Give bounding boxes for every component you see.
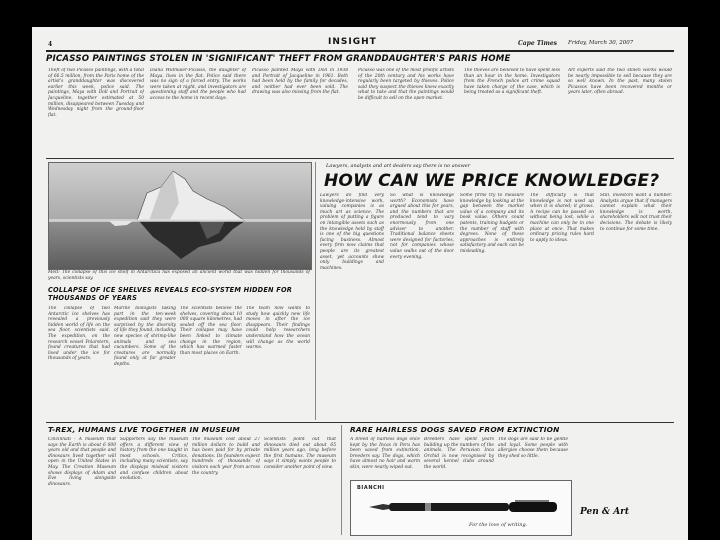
ice-column-4: The team now wants to study how quickly new life moves in after the ice disappears. Their findings could help researchers understand how the ocean will change as the world warms. [246,306,310,351]
picasso-column-2: Diana Widmaier-Picasso, the daughter of Maya, lives in the flat. Police said there was no sign of a forced entry. The works were taken at night, and investigators are questioning staff and the people who had access to the home in recent days. [150,68,246,101]
iceberg-photo [48,162,312,270]
dogs-column-2: Breeders have spent years building up the numbers of the animals. The Peruvian Inca Orchid is now recognised by several kennel clubs around the world. [424,437,494,470]
knowledge-column-1: Lawyers do find very knowledge-intensive work, valuing companies is as much art as science. The problem of putting a figure on intangible assets such as the knowledge held by staff is one of the big questions facing business. Almost every firm now claims that people are its greatest asset, yet accounts show only buildings and machines. [320,193,384,271]
column-divider [315,162,316,420]
iceberg-illustration [49,163,311,269]
dogs-column-1: A breed of hairless dogs once kept by the Incas in Peru has been saved from extinction, breeders say. The dogs, which have almost no hair and warm skin, were nearly wiped out. [350,437,420,470]
trex-headline: T-REX, HUMANS LIVE TOGETHER IN MUSEUM [48,425,240,434]
lower-section-rule [46,422,674,423]
picasso-column-1: Theft of two Picasso paintings, with a total of 66.5 million, from the Paris home of the artist's granddaughter was discovered earlier this week, police said. The paintings, Maya with Doll and Portrait of Jacqueline, together estimated at 50 million, disappeared between Tuesday and Wednesday night from the ground-floor flat. [48,68,144,118]
trex-column-3: The museum cost about 27 million dollars to build and has been paid for by private donations. Its founders expect hundreds of thousands of visitors each year from across the country. [192,437,260,476]
picasso-bottom-rule [46,158,674,159]
trex-column-4: Scientists point out that dinosaurs died out about 65 million years ago, long before the first humans. The museum says it simply wants people to consider another point of view. [264,437,336,470]
trex-column-2: Supporters say the museum offers a different view of history from the one taught in most schools. Critics, including many scientists, say the displays mislead visitors and confuse children about evolution. [120,437,188,482]
trex-column-1: Cincinnati - A museum that says the Earth is about 6 000 years old and that people and dinosaurs lived together will open in the United States in May. The Creation Museum shows displays of Adam and Eve living alongside dinosaurs. [48,437,116,487]
paper-name: Cape Times [518,40,558,47]
advert-brand: Pen & Art [580,507,630,517]
page-number: 4 [48,41,53,48]
ice-column-3: The scientists believe the shelves, covering about 10 000 square kilometres, had sealed off the sea floor. Their collapse may have been linked to climate change in the region, which has warmed faster than most places on Earth. [180,306,242,356]
issue-date: Friday, March 30, 2007 [568,40,634,46]
pen-icon [365,495,565,519]
iceberg-caption: Melt: The collapse of this ice shelf in Antarctica has exposed an ancient world that was hidden for thousands of years, scientists say. [48,270,310,281]
picasso-column-4: Picasso was one of the most prolific artists of the 20th century and his works have regularly been targeted by thieves. Police said they suspect the thieves knew exactly what to take and that the paintings would be difficult to sell on the open market. [358,68,454,101]
knowledge-column-5: Still, investors want a number. Analysts argue that if managers cannot explain what their knowledge is worth, shareholders will not trust their decisions. The debate is likely to continue for some time. [600,193,672,232]
advert-tagline: For the love of writing. [469,522,528,528]
masthead-rule [46,50,674,52]
advert-logo: BIANCHI [357,485,385,491]
picasso-column-3: Picasso painted Maya with Doll in 1938 and Portrait of Jacqueline in 1961. Both had been held by the family for decades, and neither had ever been sold. The drawing was also missing from the flat. [252,68,348,96]
pen-advert [350,480,572,536]
knowledge-column-3: Some firms try to measure knowledge by looking at the gap between the market value of a company and its book value. Others count patents, training budgets or the number of staff with degrees. None of these approaches is entirely satisfactory and each can be misleading. [460,193,524,254]
newspaper-page [32,27,688,540]
knowledge-column-2: So what is knowledge worth? Economists have argued about this for years, and the numbers that are produced tend to vary enormously from one adviser to another. Traditional balance sheets were designed for factories, not for companies whose value walks out of the door every evening. [390,193,454,260]
dogs-column-3: The dogs are said to be gentle and loyal. Some people with allergies choose them because they shed so little. [498,437,568,459]
picasso-column-5: The thieves are believed to have spent less than an hour in the home. Investigators from the French police art crime squad have taken charge of the case, which is being treated as a significant theft. [464,68,560,96]
knowledge-headline: HOW CAN WE PRICE KNOWLEDGE? [324,171,660,191]
ice-headline: COLLAPSE OF ICE SHELVES REVEALS ECO-SYSTEM HIDDEN FOR THOUSANDS OF YEARS [48,286,293,302]
knowledge-kicker: Lawyers, analysts and art dealers say there is no answer [326,163,471,169]
ice-column-1: The collapse of two Antarctic ice shelves has revealed a previously hidden world of life on the sea floor, scientists said. The expedition, on the research vessel Polarstern, found creatures that had lived under the ice for thousands of years. [48,306,110,362]
picasso-column-6: Art experts said the two stolen works would be nearly impossible to sell because they are so well known. In the past, many stolen Picassos have been recovered months or years later, often abroad. [568,68,672,96]
knowledge-column-4: The difficulty is that knowledge is not used up when it is shared; it grows. A recipe can be passed on without being lost, while a machine can only be in one place at once. That makes ordinary pricing rules hard to apply to ideas. [530,193,594,243]
section-title: INSIGHT [328,37,377,47]
lower-column-divider [341,425,342,535]
ice-column-2: Marine biologists taking part in the ten-week expedition said they were surprised by the diversity of life they found, including new species of shrimp-like animals and sea cucumbers. Some of the creatures are normally found only at far greater depths. [114,306,176,367]
picasso-headline: PICASSO PAINTINGS STOLEN IN 'SIGNIFICANT' THEFT FROM GRANDDAUGHTER'S PARIS HOME [46,54,511,64]
dogs-headline: RARE HAIRLESS DOGS SAVED FROM EXTINCTION [350,425,560,434]
